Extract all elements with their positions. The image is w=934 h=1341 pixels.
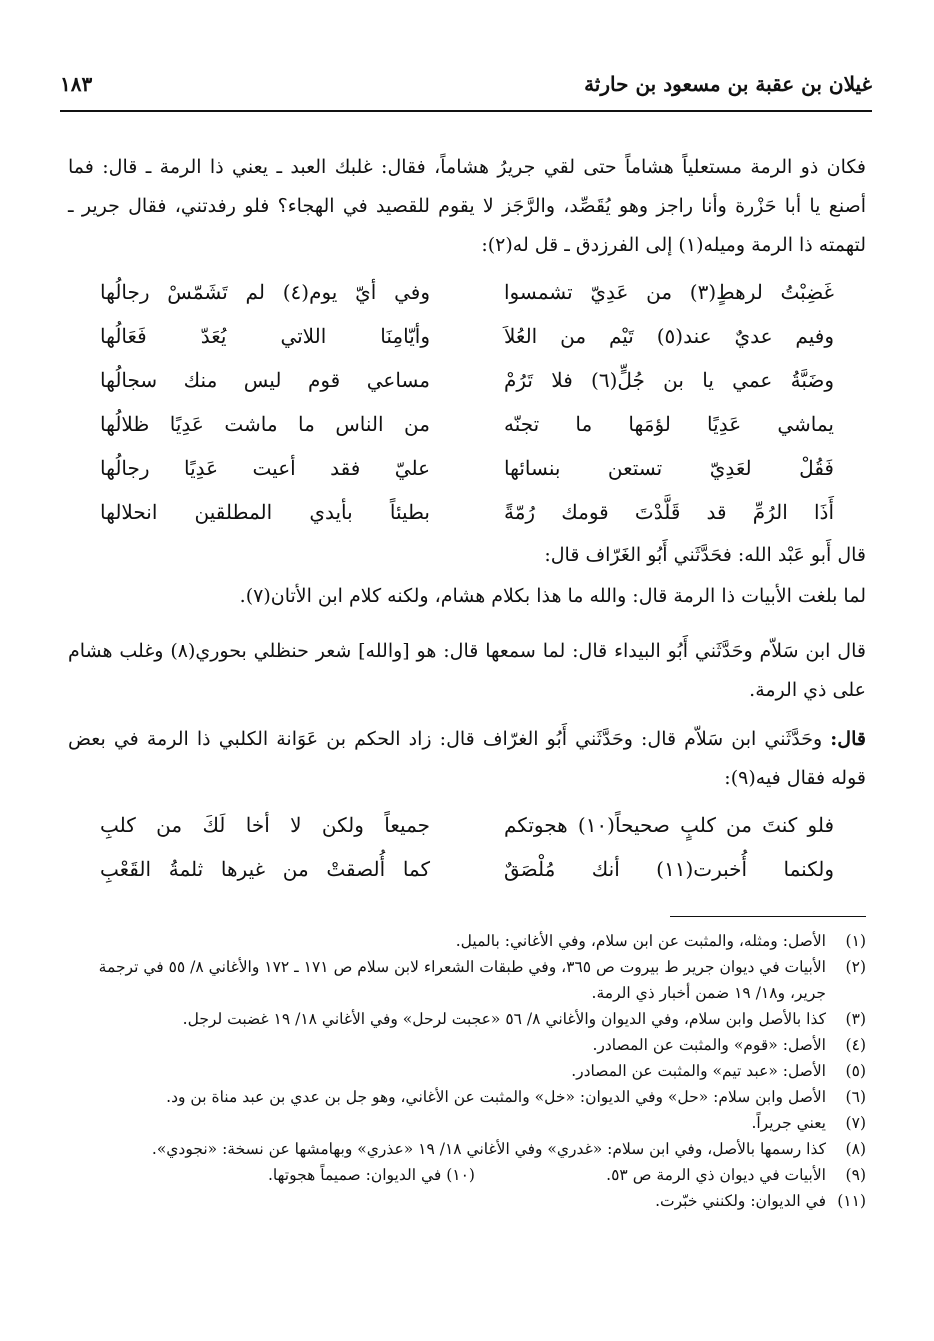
paragraph-1: فكان ذو الرمة مستعلياً هشاماً حتى لقي جريرُ هشاماً، فقال: غلبك العبد ـ يعني ذا الرمة ـ قال: فما أصنع يا أبا حَزْرة وأنا راجز وهو يُقَصِّد، والرَّجَز لا يقوم للقصيد في الهجاء؟ فلو رفدتني، فقال جرير ـ لتهمته ذا الرمة وميله(١) إلى الفرزدق ـ قل له(٢):: [68, 156, 866, 256]
footnote-number: (١١): [837, 1192, 866, 1210]
footnote-number: (٩): [845, 1166, 866, 1184]
second-hemistich: من الناس ما ماشت عَدِيًا ظلالُها: [100, 412, 430, 436]
poem-1: [100, 280, 834, 544]
footnote-number: (٨): [845, 1140, 866, 1158]
running-header: [60, 62, 872, 112]
footnote-text: الأبيات في ديوان ذي الرمة ص ٥٣.: [606, 1166, 826, 1184]
second-hemistich: عليّ فقد أعيت عَدِيًا رجالُها: [100, 456, 430, 480]
page-number: ١٨٣: [60, 72, 93, 96]
verse: [100, 813, 834, 857]
paragraph-4: قال ابن سَلاّم وحَدَّثَني أَبُو البيداء قال: لما سمعها قال: هو [والله] شعر حنظلي بحوري(٨) وغلب هشام على ذي الرمة.: [68, 640, 866, 701]
footnote-text: كذا رسمها بالأصل، وفي ابن سلام: «غدري» وفي الأغاني ١٨/ ١٩ «عذري» وبهامشها عن نسخة: «نجودي».: [151, 1140, 826, 1158]
second-hemistich: جميعاً ولكن لا أخا لَكَ من كلبِ: [100, 813, 430, 837]
first-hemistich: يماشي عَدِيًا لؤمَها ما تجنّه: [504, 412, 834, 436]
footnote: [68, 1058, 866, 1084]
second-hemistich: وأيّامِنَا اللاتي يُعَدّ فَعَالُها: [100, 324, 430, 348]
verse: [100, 456, 834, 500]
verse: [100, 280, 834, 324]
footnote-separator: [670, 916, 866, 917]
footnote-text: الأبيات في ديوان جرير ط بيروت ص ٣٦٥، وفي طبقات الشعراء لابن سلام ص ١٧١ ـ ١٧٢ والأغاني ٨/ ٥٥ في ترجمة جرير، و١٨/ ١٩ ضمن أخبار ذي الرمة.: [98, 958, 826, 1002]
first-hemistich: فلو كنتَ من كلبٍ صحيحاً(١٠) هجوتكم: [504, 813, 835, 837]
footnote-text: الأصل: «قوم» والمثبت عن المصادر.: [592, 1036, 826, 1054]
footnote: [68, 1162, 866, 1188]
verse: [100, 412, 834, 456]
first-hemistich: ولكنما أُخبرت(١١) أنك مُلْصَقٌ: [504, 857, 834, 881]
footnote-text: في الديوان: ولكنني خبّرت.: [655, 1192, 826, 1210]
footnote-number: (٦): [845, 1088, 866, 1106]
footnote-inline: (١٠) في الديوان: صميماً هجوتها.: [268, 1166, 475, 1184]
footnote-number: (٥): [845, 1062, 866, 1080]
first-hemistich: فَقُلْ لعَدِيّ تستعن بنسائها: [504, 456, 834, 480]
footnote: [68, 1110, 866, 1136]
first-hemistich: أَذَا الرُمِّ قد قَلَّدْتَ قومك رُمّةً: [504, 500, 834, 524]
paragraph-lead: قال:: [830, 728, 866, 750]
second-hemistich: مساعي قوم ليس منك سجالُها: [100, 368, 430, 392]
footnote: [68, 928, 866, 954]
paragraph-3: لما بلغت الأبيات ذا الرمة قال: والله ما هذا بكلام هشام، ولكنه كلام ابن الأتان(٧).: [239, 585, 866, 607]
running-title: غيلان بن عقبة بن مسعود بن حارثة: [584, 72, 872, 96]
first-hemistich: غَضِبْتُ لرهطٍ(٣) من عَدِيّ تشمسوا: [504, 280, 834, 304]
second-hemistich: بطيئاً بأيدي المطلقين انحلالها: [100, 500, 430, 524]
footnote-number: (٤): [845, 1036, 866, 1054]
header-rule: [60, 110, 872, 112]
footnote-text: الأصل: ومثله، والمثبت عن ابن سلام، وفي الأغاني: بالميل.: [455, 932, 826, 950]
footnote-text: الأصل وابن سلام: «حل» وفي الديوان: «خل» والمثبت عن الأغاني، وهو جل بن عدي بن عبد مناة بن ود.: [166, 1088, 826, 1106]
footnote-number: (٧): [845, 1114, 866, 1132]
footnote-number: (١): [845, 932, 866, 950]
footnote: [68, 954, 866, 1006]
footnote-number: (٢): [845, 958, 866, 976]
second-hemistich: كما أُلصقتْ من غيرها ثلمةُ القَعْبِ: [100, 857, 430, 881]
footnote-text: يعني جريراً.: [751, 1114, 826, 1132]
second-hemistich: وفي أيّ يوم(٤) لم تَشَمّسْ رجالُها: [100, 280, 430, 304]
footnotes: [68, 928, 866, 1214]
footnote: [68, 1032, 866, 1058]
first-hemistich: وضَبَّةُ عمي يا بن جُلٍّ(٦) فلا تَرُمْ: [504, 368, 834, 392]
paragraph-text: وحَدَّثَني ابن سَلاّم قال: وحَدَّثَني أَبُو الغرّاف قال: زاد الحكم بن عَوَانة الكلبي ذا الرمة في بعض قوله فقال فيه(٩):: [68, 728, 866, 789]
footnote: [68, 1006, 866, 1032]
footnote-text: الأصل: «عبد تيم» والمثبت عن المصادر.: [571, 1062, 826, 1080]
paragraph-5: [68, 720, 866, 798]
poem-2: [100, 813, 834, 901]
verse: [100, 857, 834, 901]
footnote: [68, 1188, 866, 1214]
verse: [100, 324, 834, 368]
footnote-number: (٣): [845, 1010, 866, 1028]
footnote: [68, 1084, 866, 1110]
paragraph-2: قال أَبو عَبْد الله: فحَدَّثَني أَبُو الغَرّاف قال:: [544, 544, 866, 566]
footnote-text: كذا بالأصل وابن سلام، وفي الديوان والأغاني ٨/ ٥٦ «عجبت لرحل» وفي الأغاني ١٨/ ١٩ غضبت لرجل.: [182, 1010, 826, 1028]
footnote: [68, 1136, 866, 1162]
first-hemistich: وفيم عديٌ عند(٥) تَيْم من العُلاَ: [504, 324, 834, 348]
verse: [100, 368, 834, 412]
